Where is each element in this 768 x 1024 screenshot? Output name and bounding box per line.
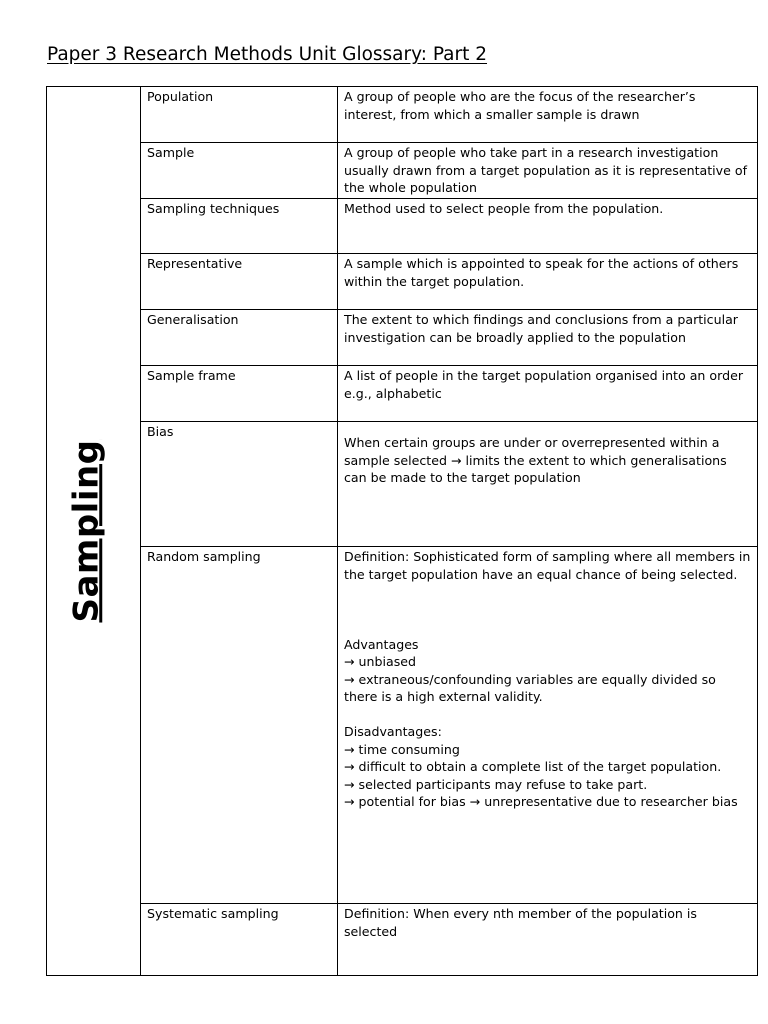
table-row <box>47 422 758 547</box>
definition-cell: A group of people who take part in a research investigation usually drawn from a target population as it is representative of the whole population <box>338 143 758 199</box>
term-cell: Sampling techniques <box>141 199 338 254</box>
definition-cell: Method used to select people from the population. <box>338 199 758 254</box>
term-cell: Bias <box>141 422 338 547</box>
section-label: Sampling <box>66 439 107 623</box>
table-row <box>47 904 758 976</box>
table-row <box>47 310 758 366</box>
term-cell: Random sampling <box>141 547 338 904</box>
definition-cell: A sample which is appointed to speak for the actions of others within the target population. <box>338 254 758 310</box>
term-cell: Systematic sampling <box>141 904 338 976</box>
table-row <box>47 254 758 310</box>
table-row <box>47 143 758 199</box>
table-row <box>47 87 758 143</box>
glossary-table <box>46 86 758 976</box>
table-row <box>47 547 758 904</box>
term-cell: Sample <box>141 143 338 199</box>
definition-cell: A group of people who are the focus of the researcher’s interest, from which a smaller sample is drawn <box>338 87 758 143</box>
term-cell: Representative <box>141 254 338 310</box>
term-cell: Population <box>141 87 338 143</box>
term-cell: Generalisation <box>141 310 338 366</box>
definition-cell: A list of people in the target population organised into an order e.g., alphabetic <box>338 366 758 422</box>
section-cell <box>47 87 141 976</box>
definition-cell: When certain groups are under or overrepresented within a sample selected → limits the extent to which generalisations can be made to the target population <box>338 422 758 547</box>
table-row <box>47 366 758 422</box>
term-cell: Sample frame <box>141 366 338 422</box>
table-row <box>47 199 758 254</box>
definition-cell: The extent to which findings and conclusions from a particular investigation can be broadly applied to the population <box>338 310 758 366</box>
page-title: Paper 3 Research Methods Unit Glossary: Part 2 <box>47 44 488 65</box>
definition-cell: Definition: When every nth member of the population is selected <box>338 904 758 976</box>
definition-cell: Definition: Sophisticated form of sampling where all members in the target population have an equal chance of being selected. Advantages → unbiased → extraneous/confounding variables are equally divided so there is a high external validity. Disadvantages: → time consuming → difficult to obtain a complete list of the target population. → selected participants may refuse to take part. → potential for bias → unrepresentative due to researcher bias <box>338 547 758 904</box>
